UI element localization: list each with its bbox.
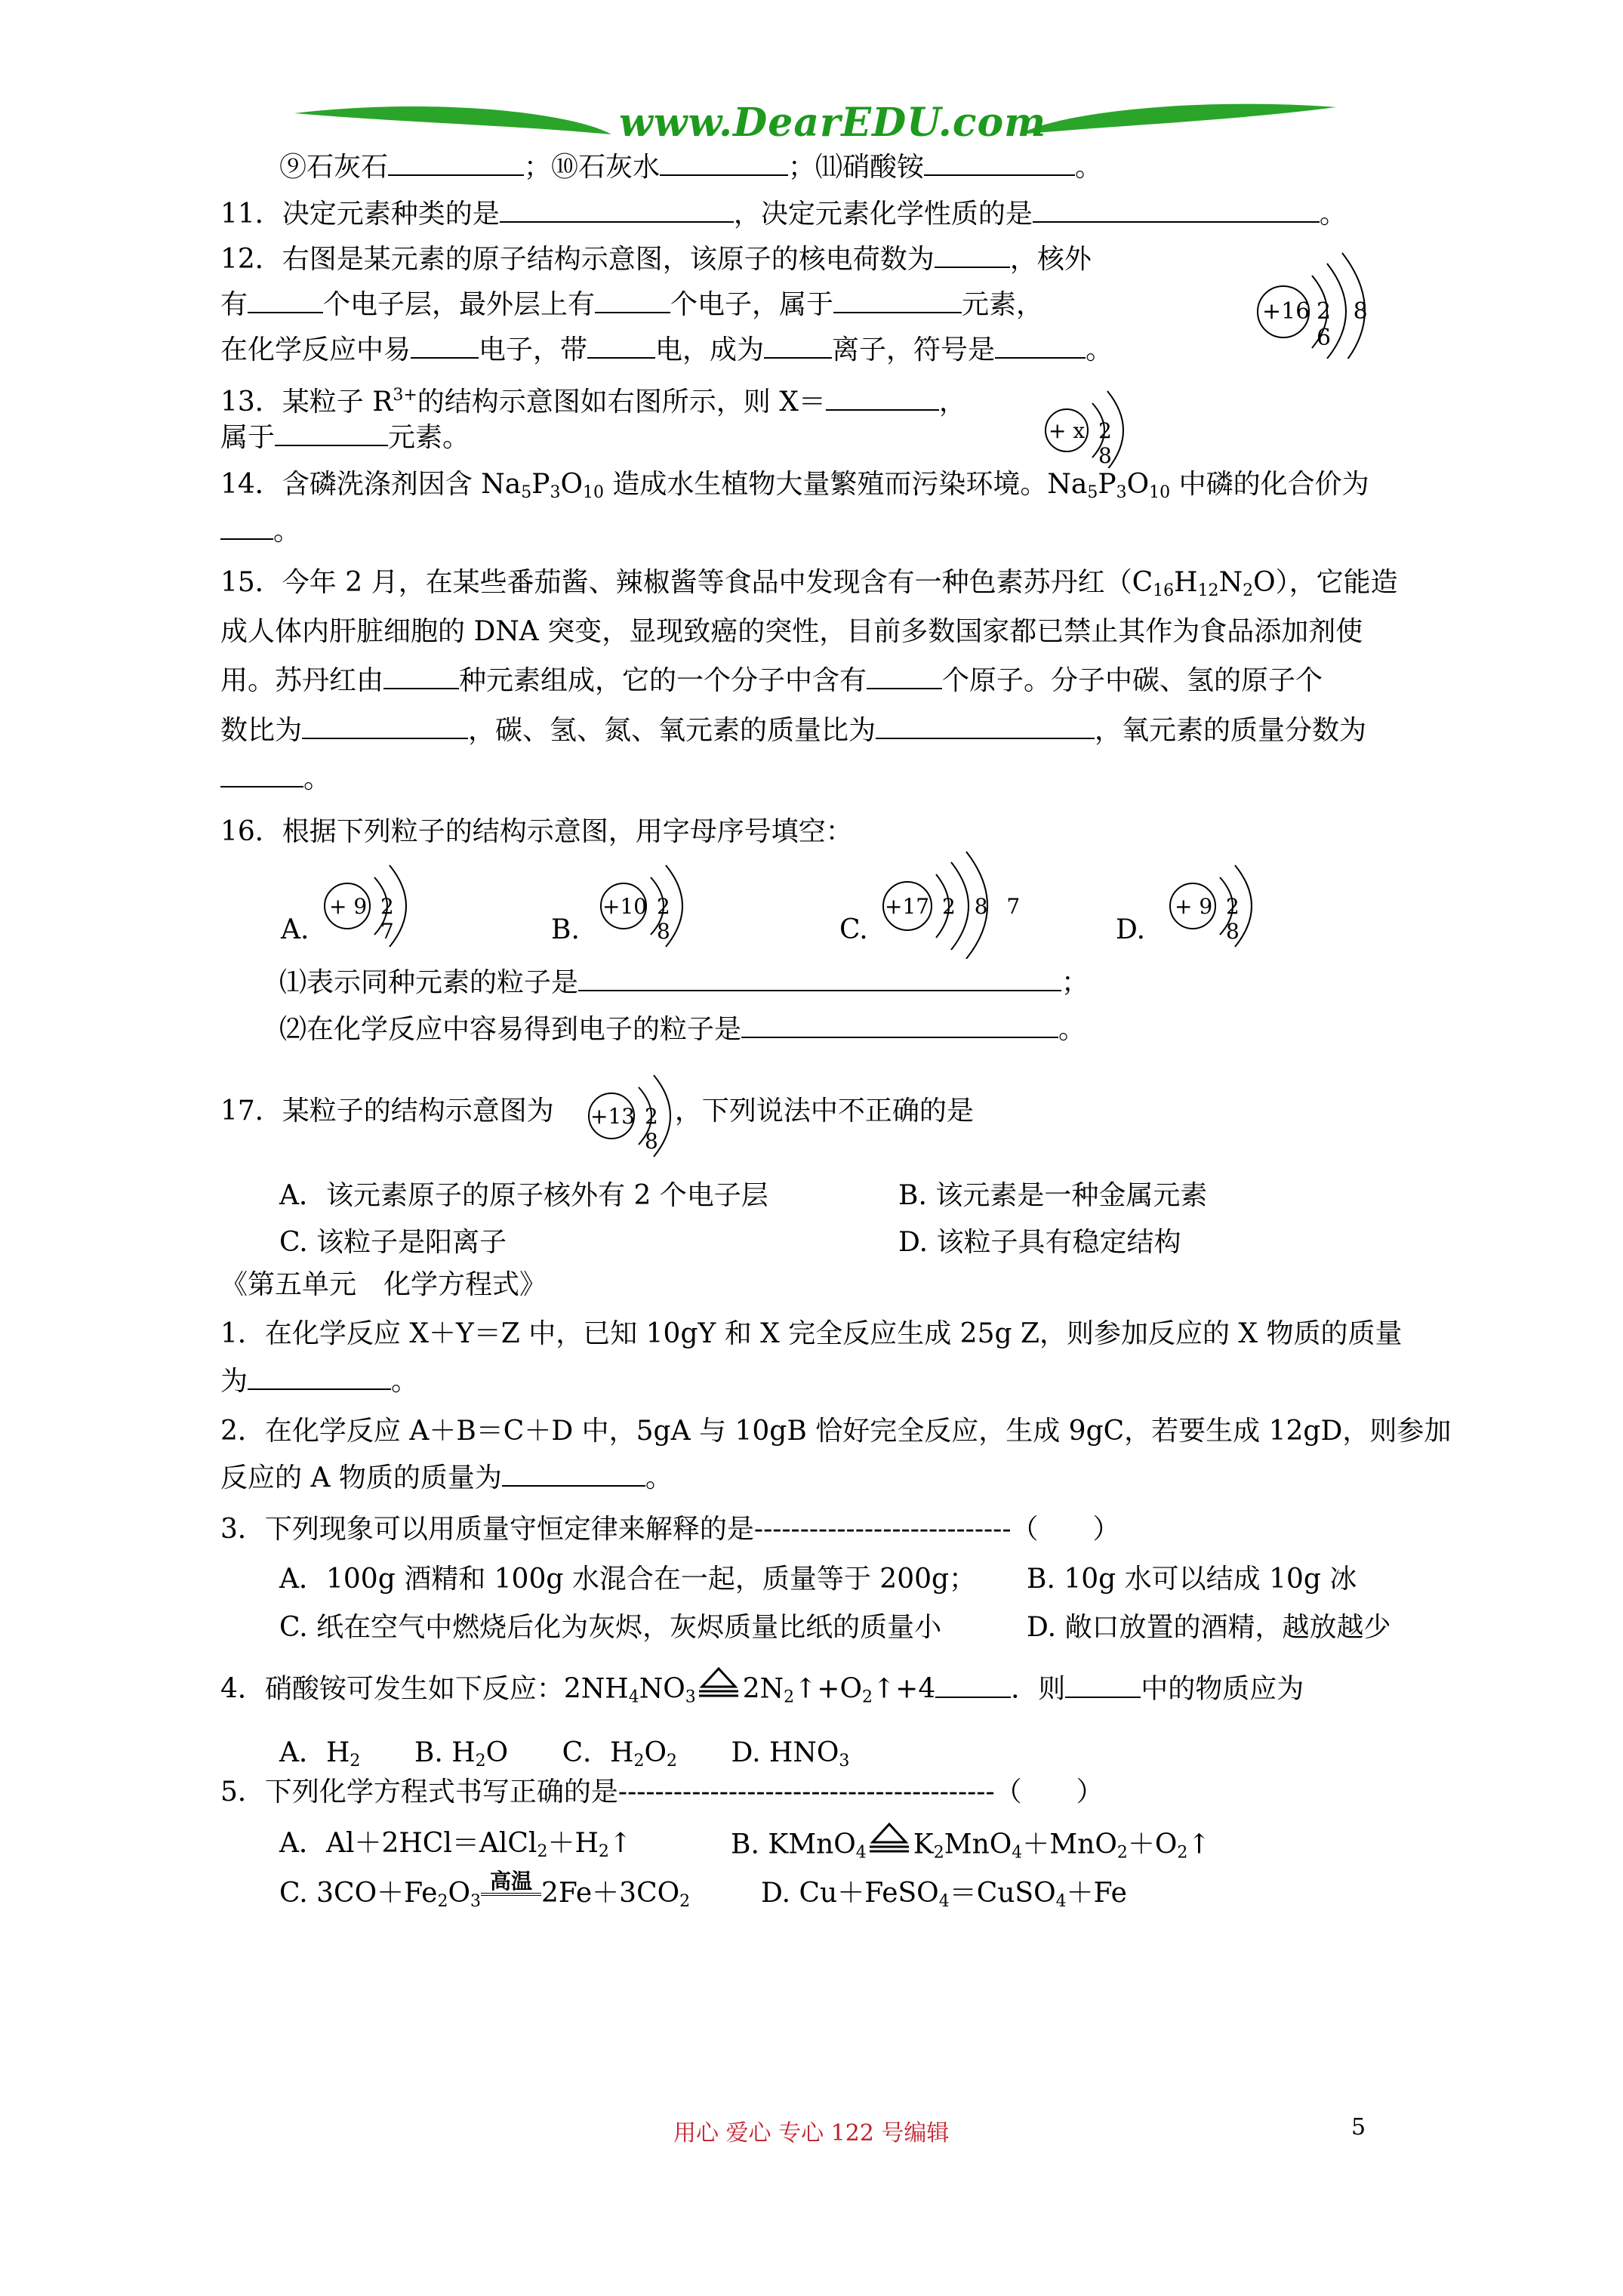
- q17-option-D: D. 该粒子具有稳定结构: [898, 1227, 1181, 1258]
- u5-q5-option-A: A．$Al+2HCl=AlCl_2+H_2↑$: [279, 1828, 633, 1861]
- u5-q3-option-B: B. 10g 水可以结成 10g 冰: [1027, 1564, 1357, 1595]
- atom-diagram-q13: [1038, 378, 1151, 471]
- logo-text: www.DearEDU.com: [619, 100, 1047, 146]
- atom-diagram-q16A: + 9 2 7: [317, 853, 438, 954]
- nucleus-label: +16: [1262, 298, 1310, 325]
- q16-option-B: B.: [551, 914, 580, 945]
- u5-question-2-line1: 2．在化学反应 A＋B＝C＋D 中，5gA 与 10gB 恰好完全反应，生成 9gC，若要生成 12gD，则参加: [220, 1416, 1452, 1447]
- heat-symbol: [696, 1667, 743, 1706]
- question-13-line1: 13．某粒子 $R^{3+}$的结构示意图如右图所示，则 X＝ ，: [220, 386, 966, 418]
- q16-option-D: D.: [1116, 914, 1146, 945]
- question-15-line2: 成人体内肝脏细胞的 DNA 突变，显现致癌的突性，目前多数国家都已禁止其作为食品添加剂使: [220, 616, 1363, 647]
- question-15-line3: 用。苏丹红由 种元素组成，它的一个分子中含有 个原子。分子中碳、氢的原子个: [220, 665, 1323, 696]
- question-16: 16．根据下列粒子的结构示意图，用字母序号填空：: [220, 816, 853, 847]
- q17-option-B: B. 该元素是一种金属元素: [898, 1180, 1208, 1211]
- u5-question-3: 3．下列现象可以用质量守恒定律来解释的是----------------------------（ ）: [220, 1514, 1120, 1545]
- nucleus-label: + x: [1049, 418, 1086, 443]
- question-15-line5: 。: [220, 763, 331, 796]
- u5-question-2-line2: 反应的 A 物质的质量为 。: [220, 1462, 673, 1493]
- page-number: 5: [1351, 2114, 1366, 2140]
- question-12-line3: 在化学反应中易 电子，带 电，成为 离子，符号是 。: [220, 334, 1113, 365]
- question-17: 17．某粒子的结构示意图为 ，下列说法中不正确的是: [220, 1096, 974, 1126]
- u5-q3-option-D: D. 敞口放置的酒精，越放越少: [1027, 1612, 1391, 1643]
- u5-question-5: 5．下列化学方程式书写正确的是-----------------------------------------（ ）: [220, 1777, 1104, 1808]
- q17-option-C: C. 该粒子是阳离子: [279, 1227, 507, 1258]
- question-15-line1: 15．今年 2 月，在某些番茄酱、辣椒酱等食品中发现含有一种色素苏丹红$(C_{16}H_{12}N_2O)$，它能造: [220, 567, 1398, 600]
- question-16-1: ⑴表示同种元素的粒子是 ；: [279, 967, 1089, 998]
- unit-5-heading: 《第五单元 化学方程式》: [220, 1269, 547, 1300]
- atom-diagram-q12: [1253, 245, 1389, 362]
- u5-question-1-line2: 为 。: [220, 1366, 419, 1397]
- u5-q3-option-C: C. 纸在空气中燃烧后化为灰烬，灰烬质量比纸的质量小: [279, 1612, 942, 1643]
- high-temp-condition: 高温: [481, 1870, 541, 1896]
- question-11: 11．决定元素种类的是 ，决定元素化学性质的是 。: [220, 199, 1347, 230]
- q16-option-C: C.: [839, 914, 868, 945]
- shell-labels: 2 8 6: [1317, 298, 1375, 351]
- u5-q5-option-D: D. Cu＋FeSO$_4$＝CuSO$_4$＋Fe: [761, 1878, 1127, 1911]
- q17-option-A: A．该元素原子的原子核外有 2 个电子层: [279, 1180, 768, 1211]
- line-materials: ⑨石灰石 ；⑩石灰水 ；⑾硝酸铵 。: [279, 152, 1103, 183]
- question-16-2: ⑵在化学反应中容易得到电子的粒子是 。: [279, 1014, 1086, 1045]
- u5-question-4: 4．硝酸铵可发生如下反应：$2NH_4NO_3$ $2N_2↑+O_2↑+4$ ．则 中的物质应为: [220, 1672, 1304, 1715]
- u5-q3-option-A: A．100g 酒精和 100g 水混合在一起，质量等于 200g；: [279, 1564, 977, 1595]
- heat-symbol: [867, 1823, 913, 1861]
- u5-q4-options: A．$H_2$ B. $H_2O$ C．$H_2O_2$ D. $HNO_3$: [279, 1737, 850, 1771]
- question-14-line2: 。: [220, 515, 300, 548]
- q16-option-A: A.: [281, 914, 310, 945]
- atom-diagram-q16C: +17 2 8 7: [876, 846, 1027, 962]
- atom-diagram-q16B: +10 2 8: [593, 853, 714, 954]
- question-13-line2: 属于 元素。: [220, 422, 470, 453]
- atom-diagram-q16D: + 9 2 8: [1163, 853, 1283, 954]
- u5-q5-option-B: B. KMnO$_4$ $K_2MnO_4+MnO_2+O_2↑$: [731, 1827, 1211, 1870]
- question-14-line1: 14．含磷洗涤剂因含 $Na_5P_3O_{10}$ 造成水生植物大量繁殖而污染环境。$Na_5P_3O_{10}$ 中磷的化合价为: [220, 469, 1369, 502]
- atom-diagram-q17: +13 2 8: [581, 1065, 694, 1166]
- u5-q5-option-C: C. $3CO+Fe_2O_3$高温 $2Fe+3CO_2$: [279, 1869, 691, 1911]
- question-15-line4: 数比为 ，碳、氢、氮、氧元素的质量比为 ，氧元素的质量分数为: [220, 715, 1367, 746]
- u5-question-1-line1: 1．在化学反应 X＋Y＝Z 中，已知 10gY 和 X 完全反应生成 25g Z，则参加反应的 X 物质的质量: [220, 1318, 1403, 1349]
- question-12-line1: 12．右图是某元素的原子结构示意图，该原子的核电荷数为 ，核外: [220, 244, 1092, 275]
- question-12-line2: 有 个电子层，最外层上有 个电子，属于 元素，: [220, 289, 1044, 320]
- footer-text: 用心 爱心 专心 122 号编辑: [673, 2120, 950, 2147]
- shell-labels: 2 8: [1098, 418, 1121, 468]
